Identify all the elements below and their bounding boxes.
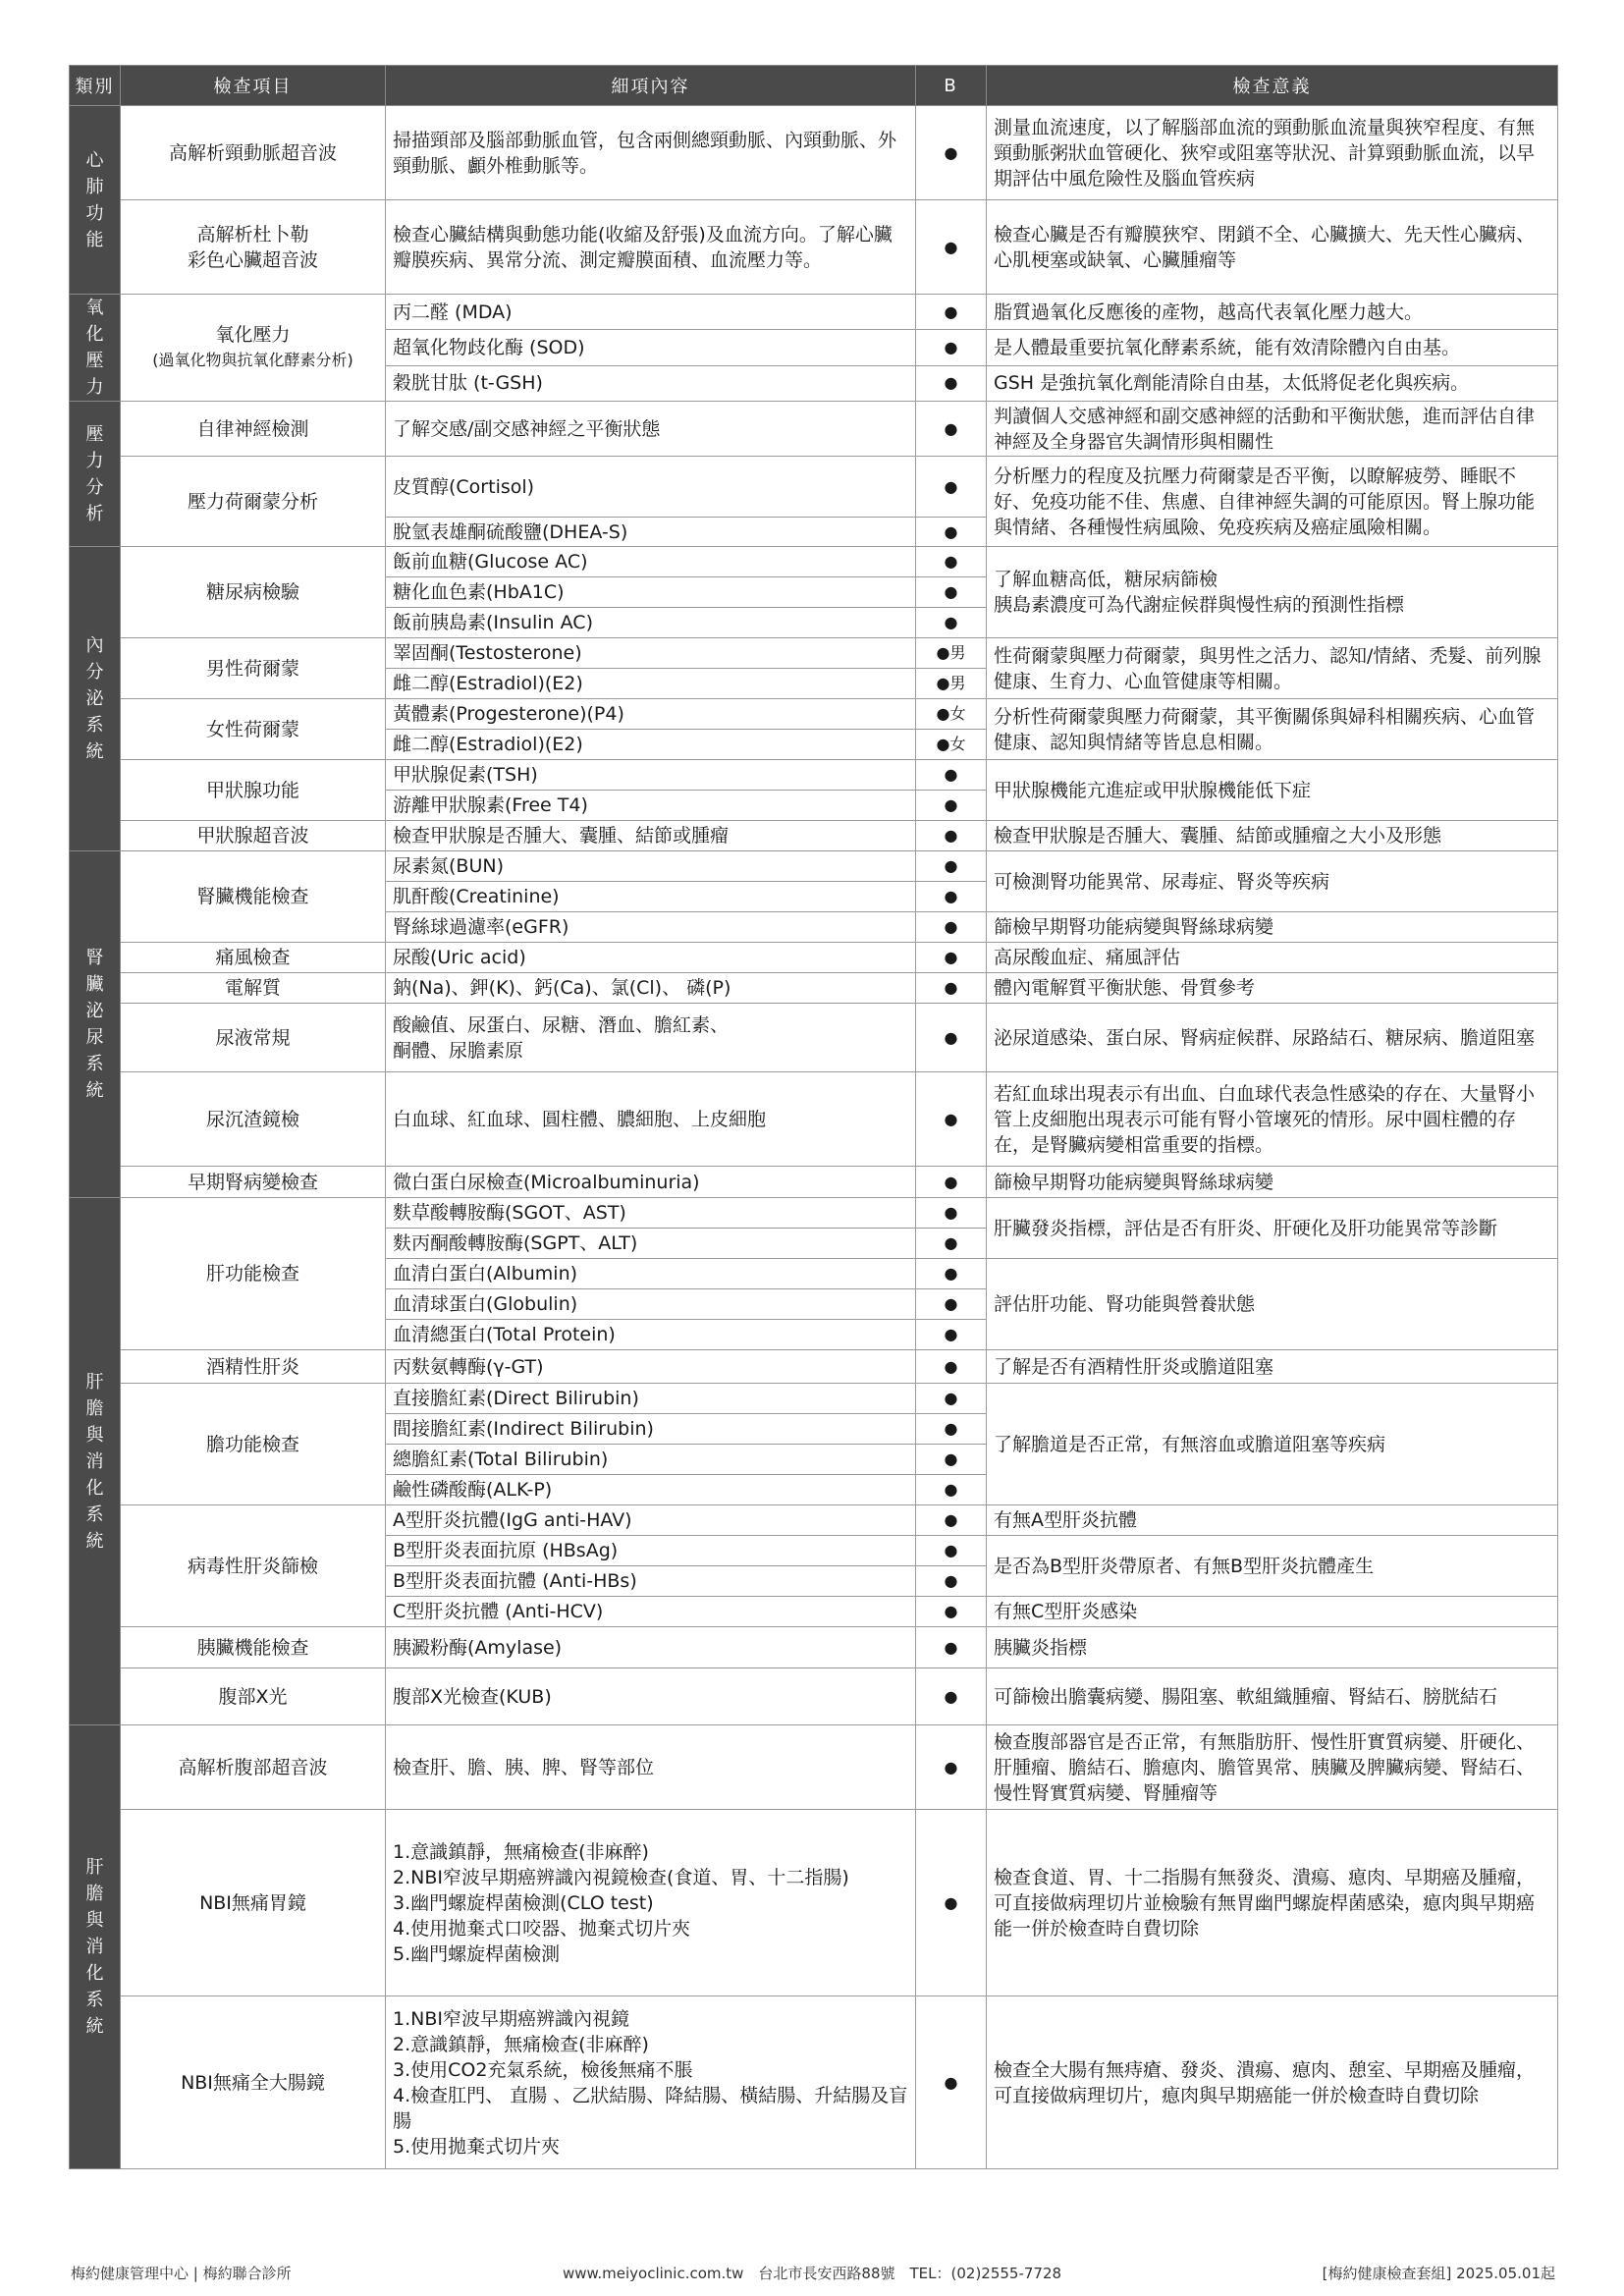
- meaning-cell: 胰臟炎指標: [987, 1627, 1558, 1668]
- item-name: 甲狀腺超音波: [196, 825, 309, 847]
- package-b-mark: ●: [916, 912, 987, 943]
- detail-cell: 白血球、紅血球、圓柱體、膿細胞、上皮細胞: [386, 1072, 916, 1167]
- package-b-mark: ●: [916, 791, 987, 821]
- detail-cell: 脫氫表雄酮硫酸鹽(DHEA-S): [386, 518, 916, 547]
- table-header-row: [70, 66, 1558, 106]
- meaning-cell: 檢查心臟是否有瓣膜狹窄、閉鎖不全、心臟擴大、先天性心臟病、心肌梗塞或缺氧、心臟腫瘤等: [987, 200, 1558, 295]
- table-row: [70, 1810, 1558, 1996]
- detail-cell: 穀胱甘肽 (t-GSH): [386, 365, 916, 401]
- detail-cell: 皮質醇(Cortisol): [386, 457, 916, 518]
- detail-cell: 鹼性磷酸酶(ALK-P): [386, 1475, 916, 1505]
- item-subtitle: (過氧化物與抗氧化酵素分析): [152, 351, 353, 369]
- item-name: NBI無痛胃鏡: [199, 1891, 306, 1914]
- detail-cell: 檢查心臟結構與動態功能(收縮及舒張)及血流方向。了解心臟瓣膜疾病、異常分流、測定瓣膜面積、血流壓力等。: [386, 200, 916, 295]
- table-row: [70, 1505, 1558, 1536]
- table-row: [70, 821, 1558, 851]
- detail-cell: 腹部X光檢查(KUB): [386, 1668, 916, 1725]
- package-b-mark: ●: [916, 1229, 987, 1259]
- category-cell: [70, 106, 121, 295]
- detail-cell: 肌酐酸(Creatinine): [386, 882, 916, 912]
- meaning-cell: 分析性荷爾蒙與壓力荷爾蒙，其平衡關係與婦科相關疾病、心血管健康、認知與情緒等皆息息相關。: [987, 699, 1558, 760]
- package-b-mark: ●: [916, 1289, 987, 1320]
- meaning-cell: 篩檢早期腎功能病變與腎絲球病變: [987, 1167, 1558, 1198]
- detail-cell: 麩丙酮酸轉胺酶(SGPT、ALT): [386, 1229, 916, 1259]
- item-name: 腹部X光: [218, 1685, 288, 1708]
- package-b-mark: ●: [916, 200, 987, 295]
- package-b-mark: ●: [916, 295, 987, 330]
- item-cell: [121, 1198, 386, 1350]
- table-row: [70, 1384, 1558, 1414]
- item-cell: [121, 1627, 386, 1668]
- table-row: [70, 295, 1558, 330]
- category-label: 腎臟泌尿系統: [85, 948, 104, 1101]
- meaning-cell: 體內電解質平衡狀態、骨質參考: [987, 973, 1558, 1004]
- item-cell: [121, 1384, 386, 1505]
- detail-cell: B型肝炎表面抗原 (HBsAg): [386, 1536, 916, 1566]
- table-row: [70, 1668, 1558, 1725]
- item-cell: [121, 760, 386, 821]
- table-row: [70, 1996, 1558, 2169]
- package-b-mark: ●男: [916, 638, 987, 669]
- category-label: 肝膽與消化系統: [85, 1371, 104, 1552]
- table-row: [70, 1004, 1558, 1072]
- package-b-mark: ●: [916, 1414, 987, 1445]
- item-name: 女性荷爾蒙: [205, 718, 299, 740]
- item-cell: [121, 1004, 386, 1072]
- package-b-mark: ●: [916, 1536, 987, 1566]
- detail-cell: 總膽紅素(Total Bilirubin): [386, 1445, 916, 1475]
- meaning-cell: 了解是否有酒精性肝炎或膽道阻塞: [987, 1350, 1558, 1384]
- item-cell: [121, 1996, 386, 2169]
- item-name: 肝功能檢查: [205, 1263, 299, 1285]
- item-cell: [121, 1350, 386, 1384]
- meaning-cell: 篩檢早期腎功能病變與腎絲球病變: [987, 912, 1558, 943]
- item-name: 痛風檢查: [215, 947, 291, 968]
- detail-cell: 檢查肝、膽、胰、脾、腎等部位: [386, 1725, 916, 1810]
- item-name: 高解析杜卜勒 彩色心臟超音波: [187, 223, 318, 271]
- meaning-cell: 分析壓力的程度及抗壓力荷爾蒙是否平衡，以瞭解疲勞、睡眠不好、免疫功能不佳、焦慮、自律神經失調的可能原因。腎上腺功能與情緒、各種慢性病風險、免疫疾病及癌症風險相關。: [987, 457, 1558, 547]
- category-cell: [70, 547, 121, 851]
- category-cell: [70, 1198, 121, 1725]
- item-cell: [121, 851, 386, 943]
- item-cell: [121, 638, 386, 699]
- meaning-cell: 檢查甲狀腺是否腫大、囊腫、結節或腫瘤之大小及形態: [987, 821, 1558, 851]
- package-b-mark: ●: [916, 1597, 987, 1627]
- meaning-cell: 泌尿道感染、蛋白尿、腎病症候群、尿路結石、糖尿病、膽道阻塞: [987, 1004, 1558, 1072]
- table-row: [70, 1350, 1558, 1384]
- package-b-mark: ●: [916, 106, 987, 200]
- package-b-mark: ●: [916, 1725, 987, 1810]
- category-label: 壓力分析: [85, 423, 104, 524]
- package-b-mark: ●: [916, 1627, 987, 1668]
- category-cell: [70, 295, 121, 402]
- package-b-mark: ●: [916, 330, 987, 365]
- meaning-cell: 檢查腹部器官是否正常，有無脂肪肝、慢性肝實質病變、肝硬化、肝腫瘤、膽結石、膽瘜肉、膽管異常、胰臟及脾臟病變、腎結石、慢性腎實質病變、腎腫瘤等: [987, 1725, 1558, 1810]
- detail-cell: 丙麩氨轉酶(γ-GT): [386, 1350, 916, 1384]
- item-cell: [121, 402, 386, 457]
- meaning-cell: 可篩檢出膽囊病變、腸阻塞、軟組織腫瘤、腎結石、膀胱結石: [987, 1668, 1558, 1725]
- package-b-mark: ●: [916, 943, 987, 973]
- table-row: [70, 851, 1558, 882]
- item-name: 膽功能檢查: [205, 1433, 299, 1455]
- table-row: [70, 1072, 1558, 1167]
- detail-cell: 酸鹼值、尿蛋白、尿糖、潛血、膽紅素、 酮體、尿膽素原: [386, 1004, 916, 1072]
- detail-cell: 胰澱粉酶(Amylase): [386, 1627, 916, 1668]
- item-name: 腎臟機能檢查: [196, 886, 309, 907]
- category-label: 心肺功能: [85, 149, 104, 250]
- table-row: [70, 1725, 1558, 1810]
- detail-cell: 超氧化物歧化酶 (SOD): [386, 330, 916, 365]
- item-name: 酒精性肝炎: [205, 1355, 299, 1378]
- package-b-mark: ●: [916, 1259, 987, 1289]
- table-row: [70, 973, 1558, 1004]
- meaning-cell: 檢查食道、胃、十二指腸有無發炎、潰瘍、瘜肉、早期癌及腫瘤，可直接做病理切片並檢驗有無胃幽門螺旋桿菌感染，瘜肉與早期癌能一併於檢查時自費切除: [987, 1810, 1558, 1996]
- package-b-mark: ●: [916, 1668, 987, 1725]
- item-cell: [121, 200, 386, 295]
- table-row: [70, 1627, 1558, 1668]
- meaning-cell: 是人體最重要抗氧化酵素系統，能有效清除體內自由基。: [987, 330, 1558, 365]
- detail-cell: 丙二醛 (MDA): [386, 295, 916, 330]
- item-name: 糖尿病檢驗: [205, 581, 299, 603]
- meaning-cell: 性荷爾蒙與壓力荷爾蒙，與男性之活力、認知/情緒、禿髮、前列腺健康、生育力、心血管健康等相關。: [987, 638, 1558, 699]
- detail-cell: 血清白蛋白(Albumin): [386, 1259, 916, 1289]
- table-row: [70, 200, 1558, 295]
- item-name: 胰臟機能檢查: [196, 1636, 309, 1659]
- detail-cell: 麩草酸轉胺酶(SGOT、AST): [386, 1198, 916, 1229]
- meaning-cell: 評估肝功能、腎功能與營養狀態: [987, 1259, 1558, 1350]
- package-b-mark: ●: [916, 1350, 987, 1384]
- table-row: [70, 106, 1558, 200]
- package-b-mark: ●: [916, 760, 987, 791]
- detail-cell: 黃體素(Progesterone)(P4): [386, 699, 916, 730]
- meaning-cell: 肝臟發炎指標，評估是否有肝炎、肝硬化及肝功能異常等診斷: [987, 1198, 1558, 1259]
- detail-cell: 尿酸(Uric acid): [386, 943, 916, 973]
- package-b-mark: ●: [916, 821, 987, 851]
- item-name: 病毒性肝炎篩檢: [187, 1555, 318, 1577]
- item-name: 早期腎病變檢查: [187, 1171, 318, 1193]
- item-cell: [121, 821, 386, 851]
- item-cell: [121, 1725, 386, 1810]
- package-b-mark: ●: [916, 1072, 987, 1167]
- category-cell: [70, 1725, 121, 2169]
- checkup-table: [69, 65, 1558, 2169]
- item-name: NBI無痛全大腸鏡: [181, 2071, 325, 2094]
- item-cell: [121, 457, 386, 547]
- table-row: [70, 760, 1558, 791]
- item-name: 男性荷爾蒙: [205, 657, 299, 680]
- detail-cell: 雌二醇(Estradiol)(E2): [386, 669, 916, 699]
- detail-cell: 掃描頸部及腦部動脈血管，包含兩側總頸動脈、內頸動脈、外頸動脈、顱外椎動脈等。: [386, 106, 916, 200]
- meaning-cell: 檢查全大腸有無痔瘡、發炎、潰瘍、瘜肉、憩室、早期癌及腫瘤，可直接做病理切片，瘜肉與早期癌能一併於檢查時自費切除: [987, 1996, 1558, 2169]
- package-b-mark: ●: [916, 1167, 987, 1198]
- package-b-mark: ●: [916, 1445, 987, 1475]
- detail-cell: 飯前胰島素(Insulin AC): [386, 608, 916, 638]
- package-b-mark: ●: [916, 402, 987, 457]
- item-name: 高解析腹部超音波: [178, 1756, 328, 1778]
- meaning-cell: 測量血流速度，以了解腦部血流的頸動脈血流量與狹窄程度、有無頸動脈粥狀血管硬化、狹窄或阻塞等狀況、計算頸動脈血流，以早期評估中風危險性及腦血管疾病: [987, 106, 1558, 200]
- table-row: [70, 1167, 1558, 1198]
- detail-cell: 鈉(Na)、鉀(K)、鈣(Ca)、氯(Cl)、 磷(P): [386, 973, 916, 1004]
- footer-package-date: [梅約健康檢查套組] 2025.05.01起: [1322, 2265, 1555, 2282]
- detail-cell: 尿素氮(BUN): [386, 851, 916, 882]
- item-name: 尿沉渣鏡檢: [205, 1108, 299, 1130]
- meaning-cell: 甲狀腺機能亢進症或甲狀腺機能低下症: [987, 760, 1558, 821]
- category-label: 內分泌系統: [85, 635, 104, 762]
- detail-cell: 血清總蛋白(Total Protein): [386, 1320, 916, 1350]
- meaning-cell: 了解膽道是否正常，有無溶血或膽道阻塞等疾病: [987, 1384, 1558, 1505]
- detail-cell: C型肝炎抗體 (Anti-HCV): [386, 1597, 916, 1627]
- package-b-mark: ●: [916, 608, 987, 638]
- item-cell: [121, 1810, 386, 1996]
- package-b-mark: ●: [916, 973, 987, 1004]
- detail-cell: 了解交感/副交感神經之平衡狀態: [386, 402, 916, 457]
- header-meaning: 檢查意義: [987, 66, 1558, 106]
- package-b-mark: ●: [916, 518, 987, 547]
- detail-cell: 1.意識鎮靜，無痛檢查(非麻醉) 2.NBI窄波早期癌辨識內視鏡檢查(食道、胃、十二指腸) 3.幽門螺旋桿菌檢測(CLO test) 4.使用拋棄式口咬器、拋棄式切片夾 5.幽門螺旋桿菌檢測: [386, 1810, 916, 1996]
- package-b-mark: ●: [916, 1996, 987, 2169]
- item-cell: [121, 1167, 386, 1198]
- category-cell: [70, 851, 121, 1198]
- package-b-mark: ●: [916, 1505, 987, 1536]
- item-name: 氧化壓力: [215, 324, 291, 346]
- package-b-mark: ●: [916, 457, 987, 518]
- detail-cell: 睪固酮(Testosterone): [386, 638, 916, 669]
- item-cell: [121, 973, 386, 1004]
- detail-cell: 糖化血色素(HbA1C): [386, 577, 916, 608]
- footer-clinic: 梅約健康管理中心 | 梅約聯合診所: [71, 2265, 292, 2282]
- package-b-mark: ●: [916, 1566, 987, 1597]
- package-b-mark: ●: [916, 365, 987, 401]
- package-b-mark: ●女: [916, 730, 987, 760]
- package-b-mark: ●: [916, 1004, 987, 1072]
- meaning-cell: 有無A型肝炎抗體: [987, 1505, 1558, 1536]
- package-b-mark: ●: [916, 1475, 987, 1505]
- header-category: 類別: [70, 66, 121, 106]
- table-row: [70, 457, 1558, 518]
- category-cell: [70, 402, 121, 547]
- item-cell: [121, 106, 386, 200]
- detail-cell: 血清球蛋白(Globulin): [386, 1289, 916, 1320]
- package-b-mark: ●: [916, 851, 987, 882]
- table-row: [70, 547, 1558, 577]
- item-cell: [121, 1505, 386, 1627]
- detail-cell: 雌二醇(Estradiol)(E2): [386, 730, 916, 760]
- item-name: 高解析頸動脈超音波: [168, 141, 337, 164]
- item-name: 甲狀腺功能: [205, 779, 299, 801]
- header-b: B: [916, 66, 987, 106]
- header-item: 檢查項目: [121, 66, 386, 106]
- package-b-mark: ●男: [916, 669, 987, 699]
- item-cell: [121, 295, 386, 402]
- package-b-mark: ●: [916, 1198, 987, 1229]
- item-name: 電解質: [224, 977, 281, 999]
- detail-cell: A型肝炎抗體(IgG anti-HAV): [386, 1505, 916, 1536]
- detail-cell: 直接膽紅素(Direct Bilirubin): [386, 1384, 916, 1414]
- detail-cell: 微白蛋白尿檢查(Microalbuminuria): [386, 1167, 916, 1198]
- meaning-cell: 判讀個人交感神經和副交感神經的活動和平衡狀態，進而評估自律神經及全身器官失調情形與相關性: [987, 402, 1558, 457]
- table-row: [70, 699, 1558, 730]
- meaning-cell: 可檢測腎功能異常、尿毒症、腎炎等疾病: [987, 851, 1558, 912]
- package-b-mark: ●: [916, 882, 987, 912]
- detail-cell: 間接膽紅素(Indirect Bilirubin): [386, 1414, 916, 1445]
- meaning-cell: 有無C型肝炎感染: [987, 1597, 1558, 1627]
- item-name: 壓力荷爾蒙分析: [187, 490, 318, 513]
- meaning-cell: 脂質過氧化反應後的產物，越高代表氧化壓力越大。: [987, 295, 1558, 330]
- detail-cell: 1.NBI窄波早期癌辨識內視鏡 2.意識鎮靜，無痛檢查(非麻醉) 3.使用CO2充氣系統，檢後無痛不脹 4.檢查肛門、 直腸 、乙狀結腸、降結腸、橫結腸、升結腸及盲腸 5.使用拋棄式切片夾: [386, 1996, 916, 2169]
- item-cell: [121, 943, 386, 973]
- header-detail: 細項內容: [386, 66, 916, 106]
- footer-contact: www.meiyoclinic.com.tw 台北市長安西路88號 TEL：(02)2555-7728: [562, 2265, 1062, 2282]
- meaning-cell: GSH 是強抗氧化劑能清除自由基，太低將促老化與疾病。: [987, 365, 1558, 401]
- item-cell: [121, 699, 386, 760]
- meaning-cell: 是否為B型肝炎帶原者、有無B型肝炎抗體產生: [987, 1536, 1558, 1597]
- package-b-mark: ●: [916, 1810, 987, 1996]
- item-cell: [121, 1072, 386, 1167]
- table-row: [70, 402, 1558, 457]
- category-label: 肝膽與消化系統: [85, 1857, 104, 2037]
- meaning-cell: 高尿酸血症、痛風評估: [987, 943, 1558, 973]
- package-b-mark: ●: [916, 577, 987, 608]
- detail-cell: 甲狀腺促素(TSH): [386, 760, 916, 791]
- category-label: 氧化壓力: [85, 298, 104, 398]
- detail-cell: B型肝炎表面抗體 (Anti-HBs): [386, 1566, 916, 1597]
- table-row: [70, 1198, 1558, 1229]
- detail-cell: 檢查甲狀腺是否腫大、囊腫、結節或腫瘤: [386, 821, 916, 851]
- item-name: 尿液常規: [215, 1026, 291, 1049]
- meaning-cell: 了解血糖高低，糖尿病篩檢 胰島素濃度可為代謝症候群與慢性病的預測性指標: [987, 547, 1558, 638]
- package-b-mark: ●: [916, 1384, 987, 1414]
- detail-cell: 腎絲球過濾率(eGFR): [386, 912, 916, 943]
- table-row: [70, 943, 1558, 973]
- table-row: [70, 638, 1558, 669]
- detail-cell: 飯前血糖(Glucose AC): [386, 547, 916, 577]
- package-b-mark: ●: [916, 1320, 987, 1350]
- package-b-mark: ●女: [916, 699, 987, 730]
- item-cell: [121, 1668, 386, 1725]
- meaning-cell: 若紅血球出現表示有出血、白血球代表急性感染的存在、大量腎小管上皮細胞出現表示可能有腎小管壞死的情形。尿中圓柱體的存在，是腎臟病變相當重要的指標。: [987, 1072, 1558, 1167]
- detail-cell: 游離甲狀腺素(Free T4): [386, 791, 916, 821]
- package-b-mark: ●: [916, 547, 987, 577]
- item-name: 自律神經檢測: [196, 417, 309, 440]
- item-cell: [121, 547, 386, 638]
